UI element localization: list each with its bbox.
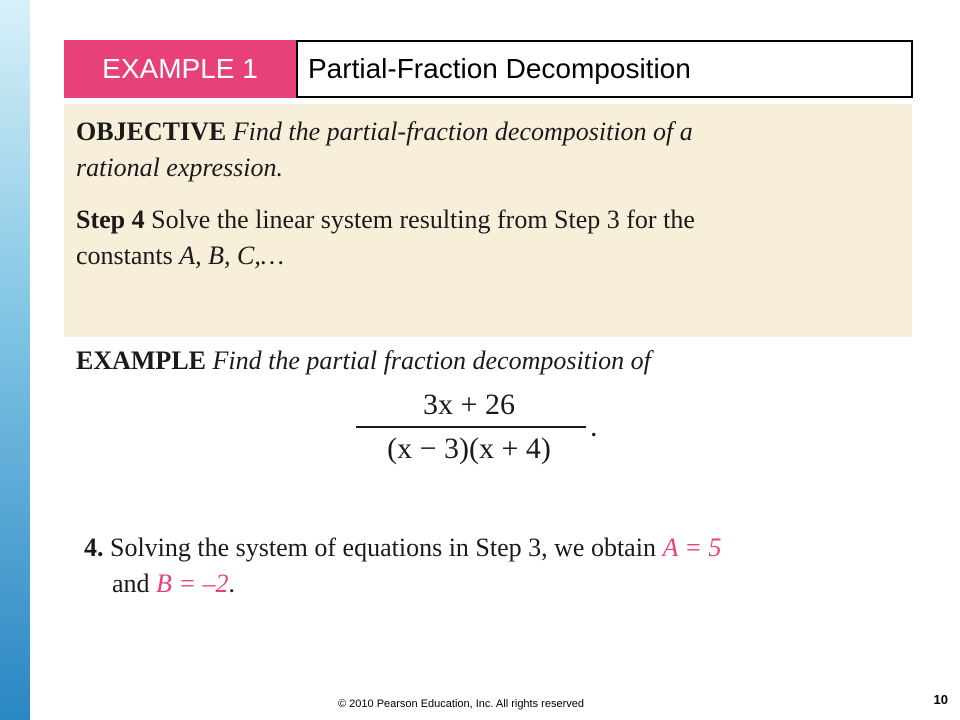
copyright-footer: © 2010 Pearson Education, Inc. All rights reserved: [338, 698, 584, 710]
example-keyword: EXAMPLE: [76, 346, 206, 375]
answer-period: .: [228, 569, 235, 598]
step-paragraph: [76, 202, 900, 274]
step-text-line1: Solve the linear system resulting from Step 3 for the: [151, 205, 695, 234]
fraction-numerator: 3x + 26: [423, 388, 515, 421]
answer-text-line1: Solving the system of equations in Step 3, we obtain: [110, 533, 656, 562]
fraction-period: .: [590, 410, 598, 443]
slide-title: Partial-Fraction Decomposition: [308, 53, 691, 84]
answer-number: 4.: [84, 533, 104, 562]
example-tab-label: EXAMPLE 1: [102, 53, 258, 84]
page-number: 10: [933, 692, 948, 707]
objective-paragraph: [76, 114, 900, 186]
decorative-side-bar: [0, 0, 30, 720]
answer-and: and: [112, 569, 150, 598]
step-variables: A, B, C,…: [179, 241, 284, 270]
fraction-denominator: (x − 3)(x + 4): [387, 432, 551, 465]
example-text: Find the partial fraction decomposition of: [212, 346, 651, 375]
a-value: A = 5: [662, 533, 722, 562]
step-text-line2-prefix: constants: [76, 241, 180, 270]
objective-text-line2: rational expression.: [76, 153, 284, 182]
rational-expression: [356, 388, 598, 466]
example-statement: [76, 346, 651, 376]
objective-keyword: OBJECTIVE: [76, 117, 227, 146]
objective-text-line1: Find the partial-fraction decomposition of a: [232, 117, 693, 146]
b-value: B = –2: [156, 569, 229, 598]
answer-paragraph: [84, 530, 904, 602]
title-box: [296, 40, 913, 98]
step-keyword: Step 4: [76, 205, 145, 234]
objective-panel: [64, 104, 912, 337]
example-tab: [64, 40, 296, 98]
